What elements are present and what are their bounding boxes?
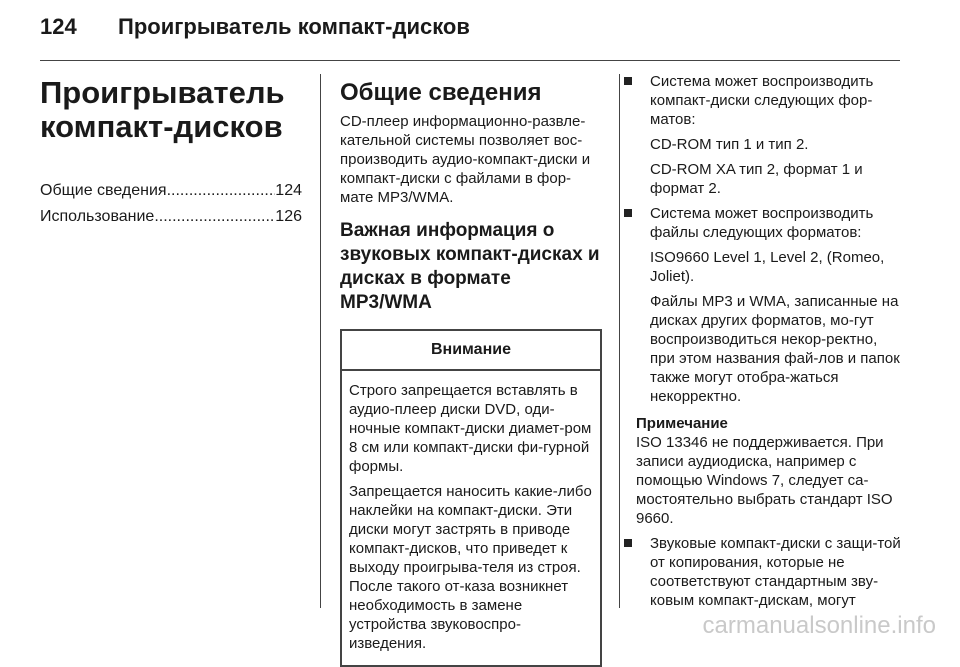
note-block	[624, 414, 904, 528]
table-of-contents	[40, 178, 302, 230]
sub-item: CD-ROM тип 1 и тип 2.	[650, 136, 809, 153]
right-column	[624, 72, 904, 610]
bullet-text: Система может воспроизводить файлы следующих форматов:	[650, 205, 874, 241]
toc-entry-page: 126	[275, 208, 302, 225]
sub-item: Файлы MP3 и WMA, записанные на дисках других форматов, мо-гут воспроизводиться некор-ректно, при этом названия фай-лов и папок также могут отобра-жаться некорректно.	[650, 293, 900, 405]
note-title: Примечание	[636, 415, 728, 432]
column-divider-1	[320, 74, 321, 608]
bullet-square-icon	[624, 77, 632, 85]
warning-title: Внимание	[342, 331, 600, 371]
sub-item: CD-ROM XA тип 2, формат 1 и формат 2.	[650, 161, 863, 197]
toc-leader	[154, 204, 275, 230]
intro-paragraph: CD-плеер информационно-развле-кательной системы позволяет вос-производить аудио-компакт-диски и компакт-диски с файлами в фор-мате MP3/WMA.	[340, 113, 591, 206]
page-number: 124	[40, 14, 77, 39]
note-text: ISO 13346 не поддерживается. При записи аудиодиска, например с помощью Windows 7, следует са-мостоятельно выбрать стандарт ISO 9660.	[636, 434, 893, 527]
toc-entry-usage[interactable]	[40, 204, 302, 230]
bullet-item	[624, 72, 904, 129]
toc-entry-general[interactable]	[40, 178, 302, 204]
toc-entry-page: 124	[275, 182, 302, 199]
warning-box	[340, 329, 602, 667]
left-column	[40, 72, 302, 230]
bullet-square-icon	[624, 209, 632, 217]
column-divider-2	[619, 74, 620, 608]
section-heading: Общие сведения	[340, 79, 542, 106]
warning-paragraph: Запрещается наносить какие-либо наклейки на компакт-диски. Эти диски могут застрять в приводе компакт-дисков, что приведет к выходу проигрыва-теля из строя. После такого от-каза возникнет необходимость в замене устройства звуковоспро-изведения.	[349, 483, 592, 652]
warning-paragraph: Строго запрещается вставлять в аудио-плеер диски DVD, оди-ночные компакт-диски диамет-ром 8 см или компакт-диски фи-гурной формы.	[349, 382, 592, 475]
page-header	[40, 14, 470, 40]
toc-entry-label: Использование	[40, 208, 155, 225]
middle-column	[340, 72, 602, 667]
bullet-item	[624, 534, 904, 610]
bullet-text: Система может воспроизводить компакт-диски следующих фор-матов:	[650, 73, 874, 128]
subsection-heading: Важная информация о звуковых компакт-дисках и дисках в формате MP3/WMA	[340, 220, 600, 313]
warning-body	[342, 371, 600, 665]
toc-entry-label: Общие сведения	[40, 182, 167, 199]
chapter-title	[40, 76, 302, 144]
chapter-title-line-1: Проигрыватель	[40, 75, 285, 110]
watermark-text: carmanualsonline.info	[702, 612, 936, 639]
chapter-title-line-2: компакт-дисков	[40, 109, 283, 144]
sub-item: ISO9660 Level 1, Level 2, (Romeo, Joliet).	[650, 249, 885, 285]
running-title: Проигрыватель компакт-дисков	[118, 14, 470, 39]
header-rule	[40, 60, 900, 61]
bullet-item	[624, 204, 904, 242]
bullet-text: Звуковые компакт-диски с защи-той от копирования, которые не соответствуют стандартным зву-ковым компакт-дискам, могут	[650, 535, 901, 609]
toc-leader	[167, 178, 276, 204]
bullet-square-icon	[624, 539, 632, 547]
